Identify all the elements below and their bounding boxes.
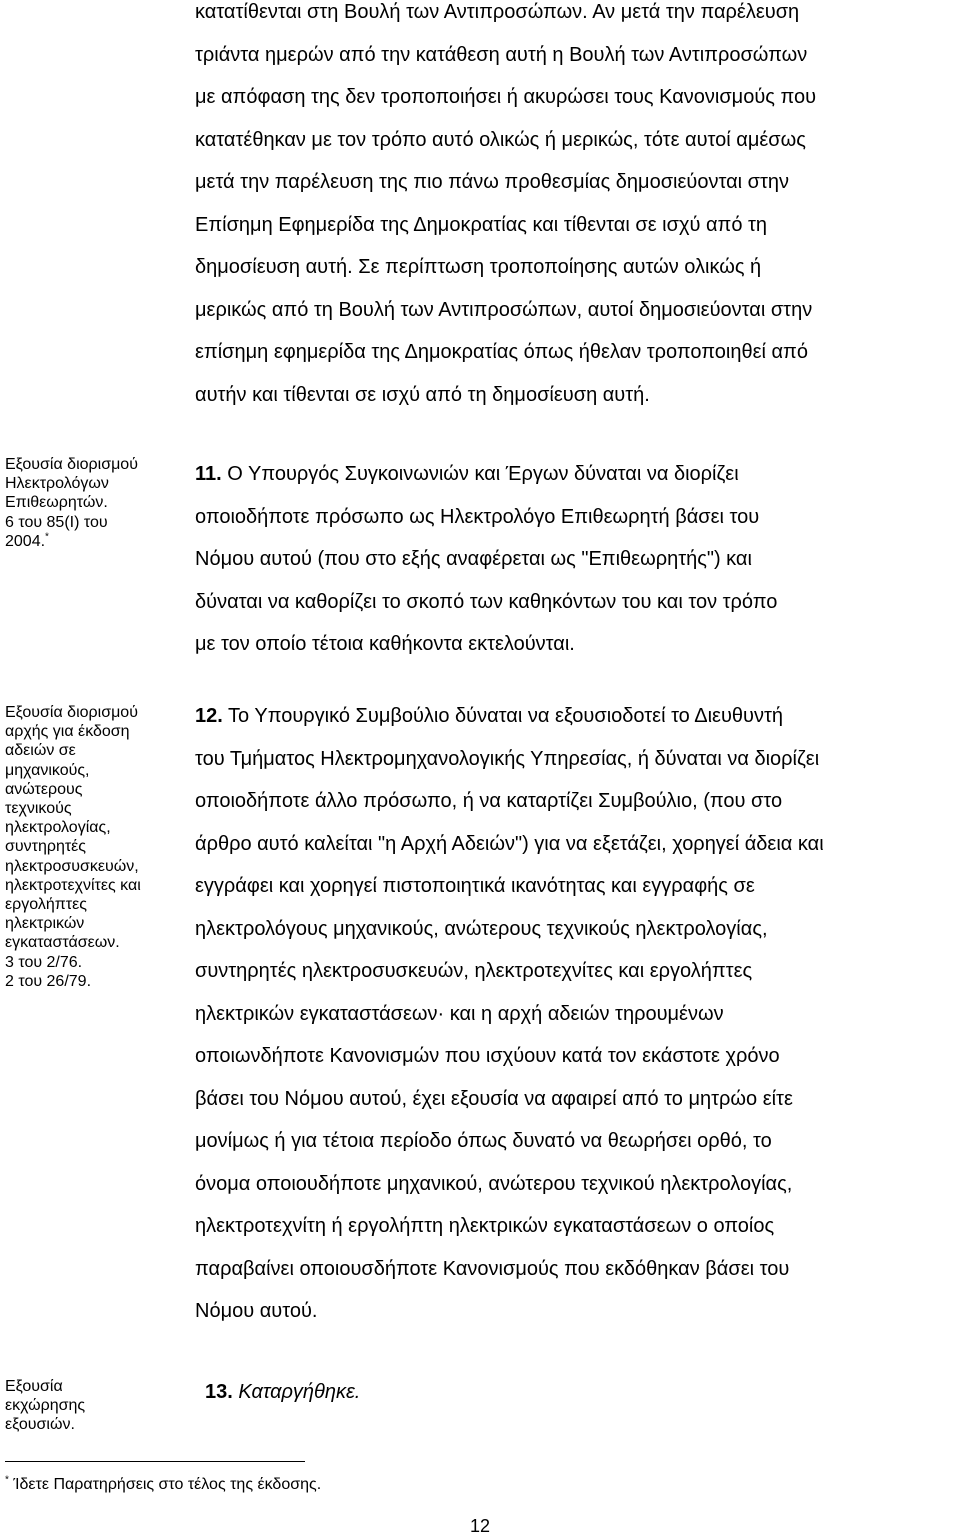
- text-line: άρθρο αυτό καλείται "η Αρχή Αδειών") για να εξετάζει, χορηγεί άδεια και: [195, 832, 824, 855]
- margin-note-line: ηλεκτροσυσκευών,: [5, 857, 139, 875]
- footnote: [5, 1474, 321, 1496]
- text-line: δημοσίευση αυτή. Σε περίπτωση τροποποίησης αυτών ολικώς ή: [195, 256, 762, 278]
- text-line: οποιοδήποτε άλλο πρόσωπο, ή να καταρτίζει Συμβούλιο, (που στο: [195, 790, 783, 812]
- text-line: του Τμήματος Ηλεκτρομηχανολογικής Υπηρεσίας, ή δύναται να διορίζει: [195, 747, 820, 770]
- margin-note-line: εργολήπτες: [5, 896, 87, 914]
- text-line: οποιοδήποτε πρόσωπο ως Ηλεκτρολόγο Επιθεωρητή βάσει του: [195, 505, 760, 528]
- margin-note-section-12: [5, 703, 180, 991]
- text-line: παραβαίνει οποιουσδήποτε Κανονισμούς που εκδόθηκαν βάσει του: [195, 1257, 790, 1280]
- footnote-divider: [5, 1461, 305, 1462]
- section-13: [205, 1374, 360, 1410]
- text-line: επίσημη εφημερίδα της Δημοκρατίας όπως ήθελαν τροποποιηθεί από: [195, 341, 808, 363]
- page-number-text: 12: [469, 1516, 491, 1536]
- section-number: 12.: [195, 705, 223, 727]
- section-number: 13.: [205, 1381, 233, 1403]
- section-11: [195, 453, 958, 666]
- margin-note-line: ηλεκτρολογίας,: [5, 819, 111, 837]
- margin-note-line: Επιθεωρητών.: [5, 494, 108, 512]
- margin-note-section-13: [5, 1377, 180, 1435]
- text-line: 11. Ο Υπουργός Συγκοινωνιών και Έργων δύναται να διορίζει: [195, 463, 739, 485]
- continuation-paragraph: [195, 0, 958, 416]
- text-line: ηλεκτροτεχνίτη ή εργολήπτη ηλεκτρικών εγκαταστάσεων ο οποίος: [195, 1215, 775, 1237]
- margin-note-line: Εξουσία διορισμού: [5, 456, 138, 473]
- text-line: κατατέθηκαν με τον τρόπο αυτό ολικώς ή μερικώς, τότε αυτοί αμέσως: [195, 128, 806, 151]
- margin-note-line: Εξουσία: [5, 1378, 63, 1395]
- margin-note-line: 2 του 26/79.: [5, 972, 92, 990]
- text-line: εγγράφει και χορηγεί πιστοποιητικά ικανότητας και εγγραφής σε: [195, 875, 755, 897]
- text-line: 12. Το Υπουργικό Συμβούλιο δύναται να εξουσιοδοτεί το Διευθυντή: [195, 705, 783, 727]
- margin-note-line: 2004.*: [5, 531, 49, 550]
- text-line: Νόμου αυτού (που στο εξής αναφέρεται ως "Επιθεωρητής") και: [195, 548, 752, 570]
- text-line: βάσει του Νόμου αυτού, έχει εξουσία να αφαιρεί από το μητρώο είτε: [195, 1087, 793, 1110]
- text-line: όνομα οποιουδήποτε μηχανικού, ανώτερου τεχνικού ηλεκτρολογίας,: [195, 1172, 793, 1195]
- margin-note-line: Εξουσία διορισμού: [5, 704, 138, 721]
- text-line: ηλεκτρολόγους μηχανικούς, ανώτερους τεχνικούς ηλεκτρολογίας,: [195, 917, 768, 940]
- section-text: Καταργήθηκε.: [238, 1381, 361, 1403]
- margin-note-line: ηλεκτροτεχνίτες και: [5, 876, 141, 894]
- text-line: Επίσημη Εφημερίδα της Δημοκρατίας και τίθενται σε ισχύ από τη: [195, 213, 768, 236]
- text-line: μονίμως ή για τέτοια περίοδο όπως δυνατό να θεωρήσει ορθό, το: [195, 1130, 772, 1152]
- text-line: μετά την παρέλευση της πιο πάνω προθεσμίας δημοσιεύονται στην: [195, 171, 790, 193]
- text-line: οποιωνδήποτε Κανονισμών που ισχύουν κατά τον εκάστοτε χρόνο: [195, 1045, 780, 1067]
- footnote-marker: *: [45, 531, 49, 543]
- text-line: ηλεκτρικών εγκαταστάσεων· και η αρχή αδειών τηρουμένων: [195, 1002, 724, 1025]
- section-12: [195, 695, 958, 1333]
- text-line: κατατίθενται στη Βουλή των Αντιπροσώπων. Αν μετά την παρέλευση: [195, 1, 800, 23]
- footnote-text: Ίδετε Παρατηρήσεις στο τέλος της έκδοσης.: [13, 1476, 322, 1493]
- margin-note-line: εκχώρησης: [5, 1397, 86, 1415]
- margin-note-line: συντηρητές: [5, 838, 87, 856]
- text-line: συντηρητές ηλεκτροσυσκευών, ηλεκτροτεχνίτες και εργολήπτες: [195, 960, 753, 982]
- text-line: με απόφαση της δεν τροποποιήσει ή ακυρώσει τους Κανονισμούς που: [195, 86, 817, 108]
- margin-note-line: 3 του 2/76.: [5, 953, 83, 971]
- margin-note-line: τεχνικούς: [5, 800, 72, 818]
- footnote-marker: *: [5, 1474, 9, 1486]
- margin-note-line: Ηλεκτρολόγων: [5, 475, 109, 493]
- page-number: [0, 1515, 960, 1537]
- text-line: αυτήν και τίθενται σε ισχύ από τη δημοσίευση αυτή.: [195, 383, 650, 406]
- margin-note-line: αδειών σε: [5, 742, 76, 760]
- text-line: Νόμου αυτού.: [195, 1300, 318, 1322]
- margin-note-line: μηχανικούς,: [5, 761, 90, 779]
- text-line: τριάντα ημερών από την κατάθεση αυτή η Βουλή των Αντιπροσώπων: [195, 43, 808, 66]
- margin-note-line: ηλεκτρικών: [5, 915, 85, 933]
- margin-note-section-11: [5, 455, 180, 551]
- text-line: μερικώς από τη Βουλή των Αντιπροσώπων, αυτοί δημοσιεύονται στην: [195, 298, 813, 321]
- section-number: 11.: [195, 463, 222, 485]
- text-line: με τον οποίο τέτοια καθήκοντα εκτελούνται.: [195, 633, 575, 655]
- margin-note-line: 6 του 85(Ι) του: [5, 513, 108, 531]
- text-line: δύναται να καθορίζει το σκοπό των καθηκόντων του και τον τρόπο: [195, 590, 778, 613]
- margin-note-line: ανώτερους: [5, 780, 83, 798]
- margin-note-line: αρχής για έκδοση: [5, 723, 130, 741]
- margin-note-line: εγκαταστάσεων.: [5, 934, 120, 952]
- margin-note-line: εξουσιών.: [5, 1416, 75, 1434]
